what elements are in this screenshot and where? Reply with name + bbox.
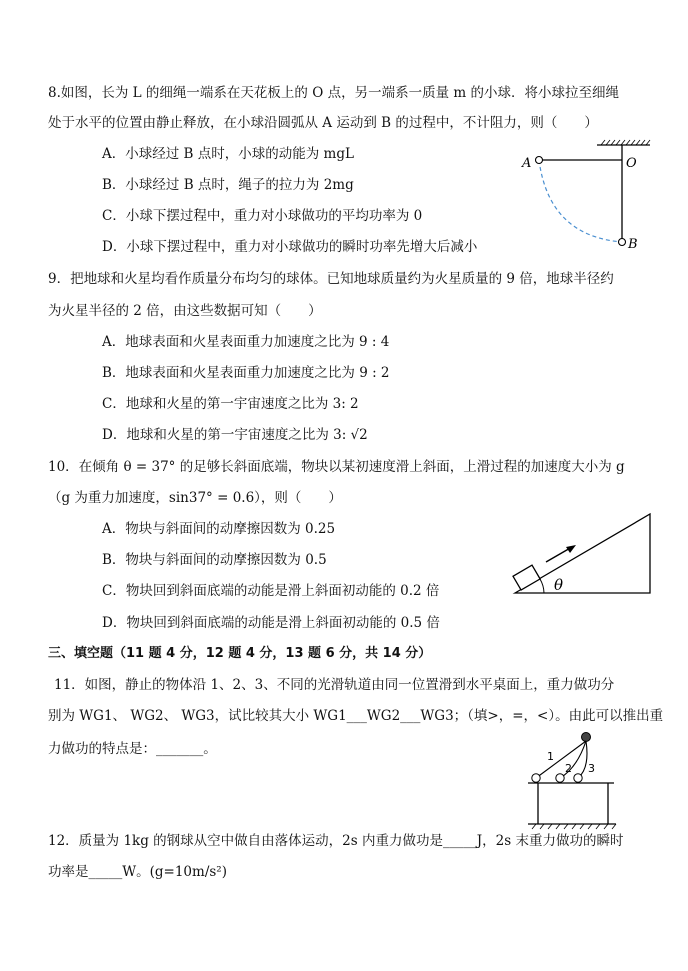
q8-label-a: A	[522, 156, 532, 171]
q9-option-b: B．地球表面和火星表面重力加速度之比为 9 : 2	[102, 365, 390, 381]
q8-option-b: B．小球经过 B 点时，绳子的拉力为 2mg	[102, 177, 354, 193]
q12-stem-line1: 12．质量为 1kg 的钢球从空中做自由落体运动，2s 内重力做功是_____J，2s 末重力做功的瞬时	[48, 833, 624, 849]
q11-track-label-2: 2	[565, 762, 572, 775]
q11-stem-line3: 力做功的特点是：_______。	[48, 741, 217, 757]
q9-option-a: A．地球表面和火星表面重力加速度之比为 9 : 4	[102, 334, 390, 350]
q9-option-c: C．地球和火星的第一宇宙速度之比为 3: 2	[102, 396, 359, 412]
q8-option-a: A．小球经过 B 点时，小球的动能为 mgL	[102, 146, 354, 162]
section-3-heading: 三、填空题（11 题 4 分，12 题 4 分，13 题 6 分，共 14 分）	[48, 646, 432, 661]
q8-stem-line1: 8.如图，长为 L 的细绳一端系在天花板上的 O 点，另一端系一质量 m 的小球．将小球拉至细绳	[48, 85, 619, 101]
q10-option-a: A．物块与斜面间的动摩擦因数为 0.25	[102, 521, 336, 537]
q11-stem-line2: 别为 WG1、 WG2、 WG3，试比较其大小 WG1___WG2___WG3；（填>，=，<）。由此可以推出重	[48, 708, 664, 724]
q12-stem-line2: 功率是_____W。(g=10m/s²)	[48, 864, 227, 880]
q8-option-d: D．小球下摆过程中，重力对小球做功的瞬时功率先增大后减小	[102, 239, 478, 255]
q10-theta-label: θ	[554, 576, 564, 594]
q11-stem-line1: 11．如图，静止的物体沿 1、2、3、不同的光滑轨道由同一位置滑到水平桌面上，重力做功分	[54, 677, 615, 693]
q9-stem-line1: 9．把地球和火星均看作质量分布均匀的球体。已知地球质量约为火星质量的 9 倍，地球半径约	[48, 271, 614, 287]
q10-stem-line1: 10．在倾角 θ = 37° 的足够长斜面底端，物块以某初速度滑上斜面，上滑过程的加速度大小为 g	[48, 459, 625, 475]
q9-stem-line2: 为火星半径的 2 倍，由这些数据可知（ ）	[48, 303, 322, 319]
q8-stem-line2: 处于水平的位置由静止释放，在小球沿圆弧从 A 运动到 B 的过程中，不计阻力，则（ ）	[48, 115, 598, 131]
q8-option-c: C．小球下摆过程中，重力对小球做功的平均功率为 0	[102, 208, 423, 224]
q8-label-o: O	[626, 156, 637, 171]
q10-stem-line2: （g 为重力加速度，sin37° = 0.6），则（ ）	[48, 490, 342, 506]
q10-incline-figure	[510, 508, 655, 598]
q9-option-d: D．地球和火星的第一宇宙速度之比为 3: √2	[102, 427, 368, 443]
q10-option-d: D．物块回到斜面底端的动能是滑上斜面初动能的 0.5 倍	[102, 615, 440, 631]
q8-pendulum-figure	[515, 140, 655, 255]
q11-tracks-figure	[522, 728, 622, 830]
q11-track-label-3: 3	[588, 762, 595, 775]
q10-option-c: C．物块回到斜面底端的动能是滑上斜面初动能的 0.2 倍	[102, 583, 440, 599]
q11-track-label-1: 1	[547, 750, 554, 763]
q10-option-b: B．物块与斜面间的动摩擦因数为 0.5	[102, 552, 327, 568]
q8-label-b: B	[628, 237, 638, 252]
